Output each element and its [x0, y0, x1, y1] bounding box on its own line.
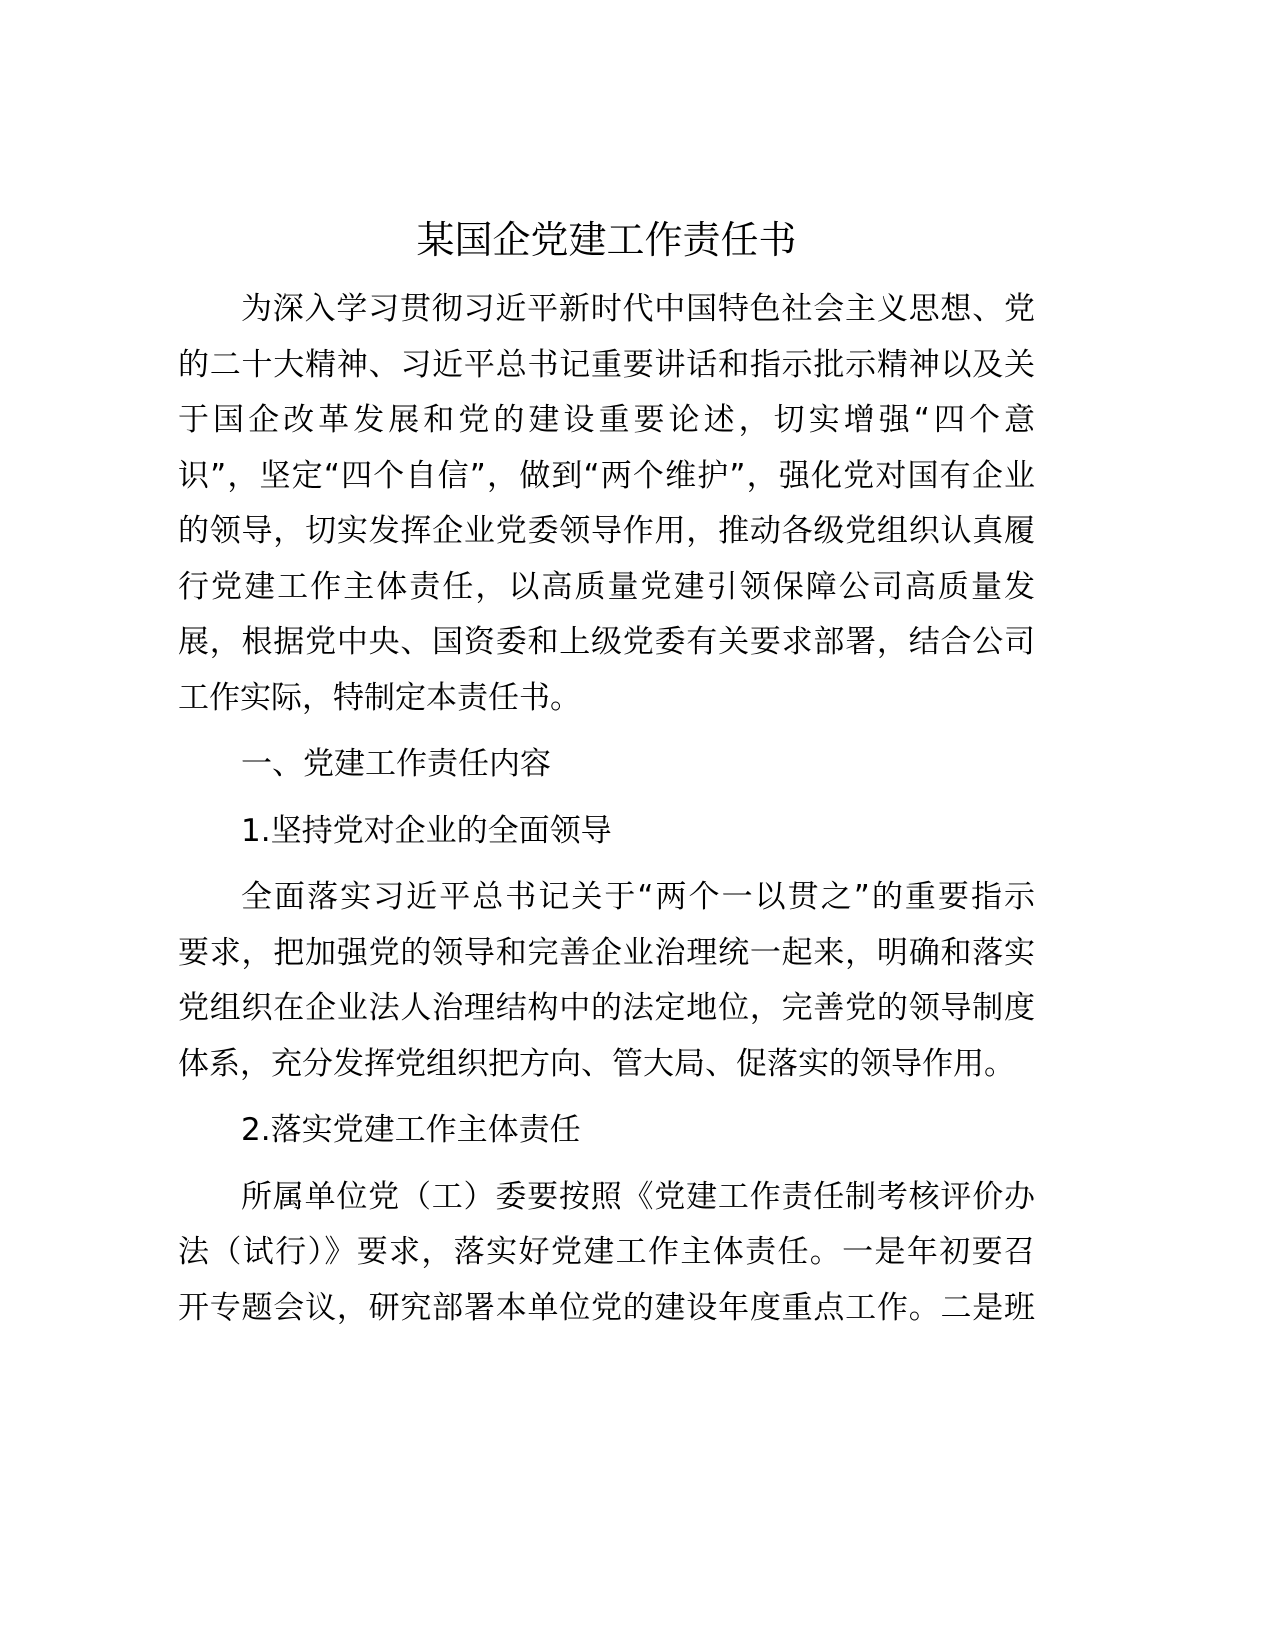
paragraph	[178, 1170, 1035, 1337]
text-line: 的二十大精神、习近平总书记重要讲话和指示批示精神以及关	[178, 346, 1035, 383]
paragraph	[178, 282, 1035, 726]
document-body	[178, 282, 1035, 1336]
text-line: 开专题会议，研究部署本单位党的建设年度重点工作。二是班	[178, 1289, 1035, 1326]
text-line: 要求，把加强党的领导和完善企业治理统一起来，明确和落实	[178, 934, 1035, 971]
text-line: 一、党建工作责任内容	[241, 746, 551, 782]
section-heading	[178, 1103, 1035, 1159]
text-line: 展，根据党中央、国资委和上级党委有关要求部署，结合公司	[178, 624, 1035, 660]
text-line: 的领导，切实发挥企业党委领导作用，推动各级党组织认真履	[178, 513, 1035, 549]
text-line: 2.落实党建工作主体责任	[241, 1112, 581, 1148]
text-line: 为深入学习贯彻习近平新时代中国特色社会主义思想、党	[241, 291, 1035, 327]
text-line: 法（试行）》要求，落实好党建工作主体责任。一是年初要召	[178, 1234, 1035, 1270]
text-line: 全面落实习近平总书记关于“两个一以贯之”的重要指示	[241, 879, 1035, 915]
text-line: 所属单位党（工）委要按照《党建工作责任制考核评价办	[241, 1178, 1035, 1215]
document-title: 某国企党建工作责任书	[416, 218, 797, 262]
text-line: 体系，充分发挥党组织把方向、管大局、促落实的领导作用。	[178, 1045, 1015, 1082]
section-heading	[178, 804, 1035, 860]
text-line: 1.坚持党对企业的全面领导	[241, 812, 612, 849]
document-page	[178, 212, 1035, 1347]
text-line: 识”，坚定“四个自信”，做到“两个维护”，强化党对国有企业	[178, 457, 1035, 494]
text-line: 行党建工作主体责任，以高质量党建引领保障公司高质量发	[178, 568, 1035, 605]
text-line: 工作实际，特制定本责任书。	[178, 679, 581, 716]
text-line: 党组织在企业法人治理结构中的法定地位，完善党的领导制度	[178, 990, 1035, 1026]
section-heading	[178, 737, 1035, 793]
paragraph	[178, 870, 1035, 1092]
text-line: 于国企改革发展和党的建设重要论述，切实增强“四个意	[178, 402, 1035, 438]
